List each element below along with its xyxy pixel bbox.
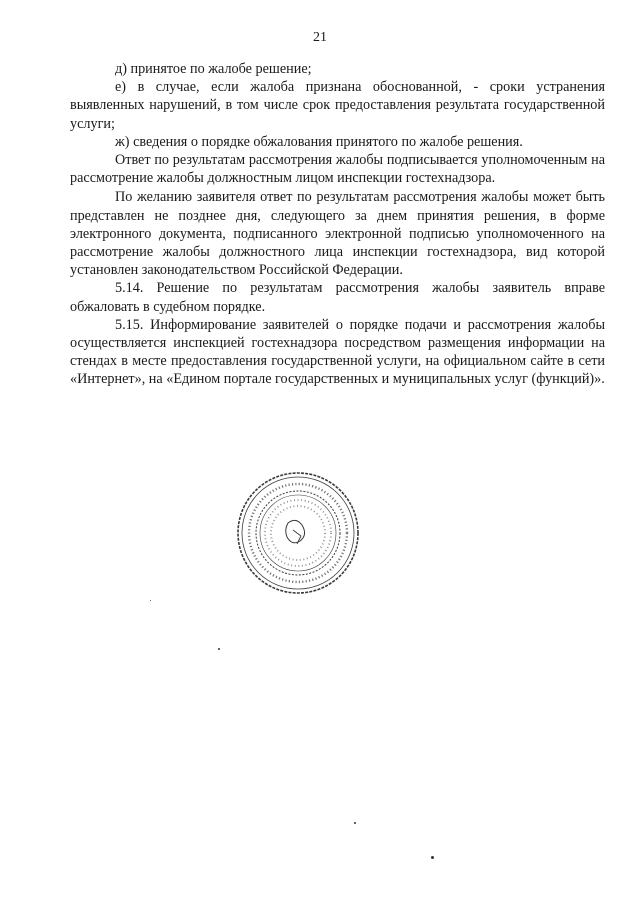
scan-speck — [218, 648, 220, 650]
official-seal-stamp — [233, 468, 363, 598]
paragraph-e: е) в случае, если жалоба признана обоснованной, - сроки устранения выявленных нарушений, в том числе срок предоставления результата государственной услуги; — [70, 79, 605, 132]
page-number: 21 — [313, 30, 327, 45]
scan-speck — [431, 856, 434, 859]
paragraph-5-15: 5.15. Информирование заявителей о порядке подачи и рассмотрения жалобы осуществляется инспекцией гостехнадзора посредством размещения информации на стендах в месте предоставления государственной услуги, на официальном сайте в сети «Интернет», на «Едином портале государственных и муниципальных услуг (функций)». — [70, 316, 605, 388]
document-body — [70, 60, 605, 389]
scan-speck — [150, 600, 151, 601]
paragraph-zh: ж) сведения о порядке обжалования принятого по жалобе решения. — [115, 133, 523, 150]
paragraph-5-14: 5.14. Решение по результатам рассмотрения жалобы заявитель вправе обжаловать в судебном порядке. — [70, 280, 605, 315]
paragraph-electronic-response: По желанию заявителя ответ по результатам рассмотрения жалобы может быть представлен не позднее дня, следующего за днем принятия решения, в форме электронного документа, подписанного электронной подписью уполномоченного на рассмотрение жалобы должностного лица инспекции гостехнадзора, вид которой установлен законодательством Российской Федерации. — [70, 189, 605, 279]
paragraph-response-signing: Ответ по результатам рассмотрения жалобы подписывается уполномоченным на рассмотрение жалобы должностным лицом инспекции гостехнадзора. — [70, 152, 605, 187]
paragraph-d: д) принятое по жалобе решение; — [115, 61, 312, 77]
scan-speck — [354, 822, 356, 824]
